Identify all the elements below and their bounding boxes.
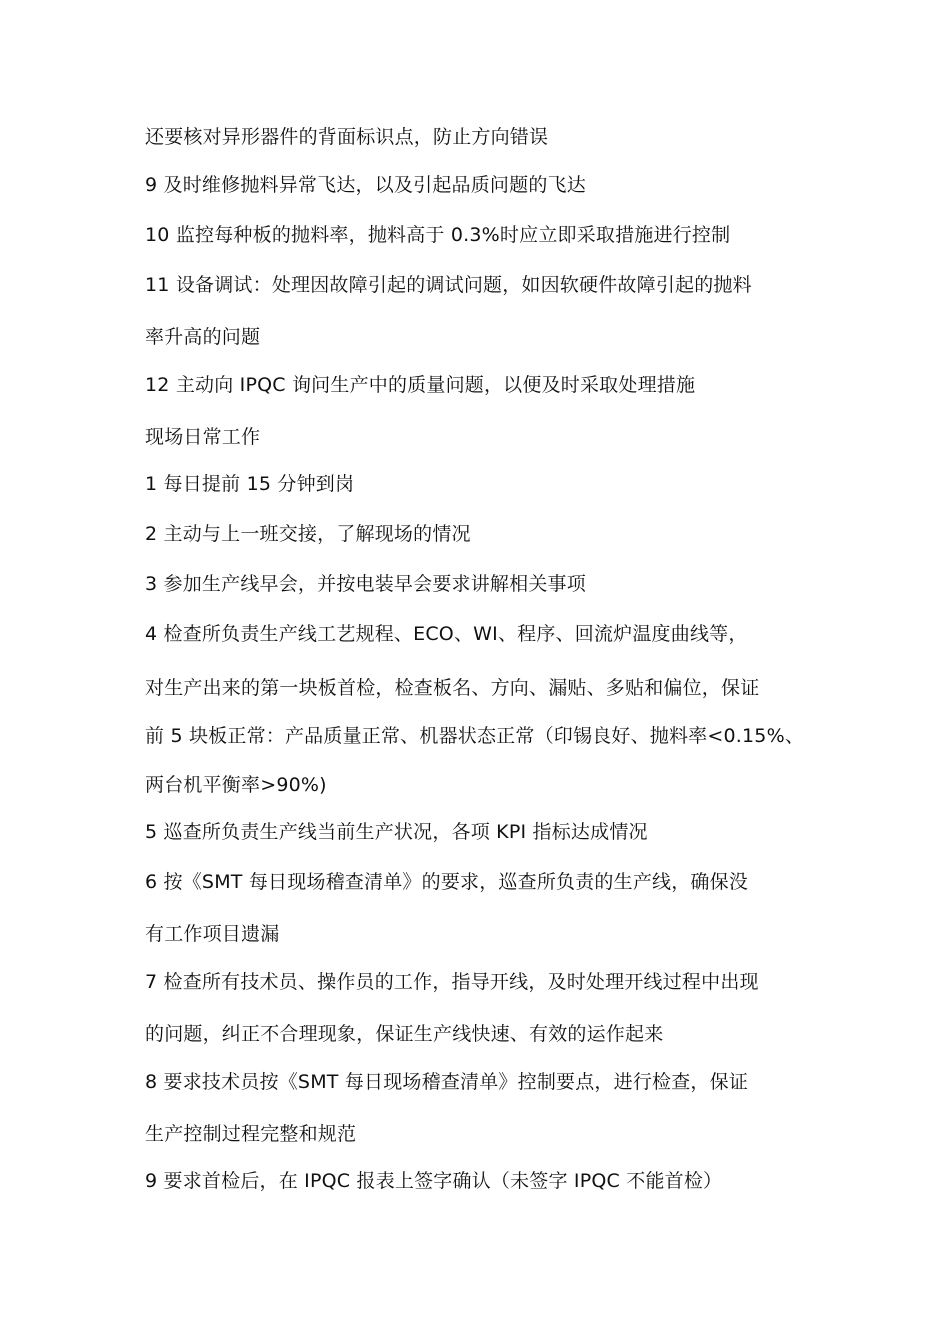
section-heading: 现场日常工作 xyxy=(145,426,261,448)
text-line: 对生产出来的第一块板首检，检查板名、方向、漏贴、多贴和偏位，保证 xyxy=(145,677,760,699)
text-line: 9 要求首检后，在 IPQC 报表上签字确认（未签字 IPQC 不能首检） xyxy=(145,1170,723,1192)
text-line: 率升高的问题 xyxy=(145,326,261,348)
text-line: 还要核对异形器件的背面标识点，防止方向错误 xyxy=(145,126,549,148)
text-line: 的问题，纠正不合理现象，保证生产线快速、有效的运作起来 xyxy=(145,1023,664,1045)
text-line: 有工作项目遗漏 xyxy=(145,923,280,945)
text-line: 5 巡查所负责生产线当前生产状况，各项 KPI 指标达成情况 xyxy=(145,821,648,843)
text-line: 1 每日提前 15 分钟到岗 xyxy=(145,473,355,495)
text-line: 8 要求技术员按《SMT 每日现场稽查清单》控制要点，进行检查，保证 xyxy=(145,1071,749,1093)
text-line: 2 主动与上一班交接，了解现场的情况 xyxy=(145,523,471,545)
text-line: 4 检查所负责生产线工艺规程、ECO、WI、程序、回流炉温度曲线等， xyxy=(145,623,748,645)
text-line: 两台机平衡率>90%) xyxy=(145,774,327,796)
text-line: 生产控制过程完整和规范 xyxy=(145,1123,357,1145)
text-line: 11 设备调试：处理因故障引起的调试问题，如因软硬件故障引起的抛料 xyxy=(145,274,752,296)
text-line: 10 监控每种板的抛料率，抛料高于 0.3%时应立即采取措施进行控制 xyxy=(145,224,731,246)
text-line: 6 按《SMT 每日现场稽查清单》的要求，巡查所负责的生产线，确保没 xyxy=(145,871,749,893)
text-line: 3 参加生产线早会，并按电装早会要求讲解相关事项 xyxy=(145,573,586,595)
text-line: 12 主动向 IPQC 询问生产中的质量问题，以便及时采取处理措施 xyxy=(145,374,696,396)
text-line: 前 5 块板正常：产品质量正常、机器状态正常（印锡良好、抛料率<0.15%、 xyxy=(145,725,805,747)
text-line: 7 检查所有技术员、操作员的工作，指导开线，及时处理开线过程中出现 xyxy=(145,971,759,993)
text-line: 9 及时维修抛料异常飞达，以及引起品质问题的飞达 xyxy=(145,174,586,196)
